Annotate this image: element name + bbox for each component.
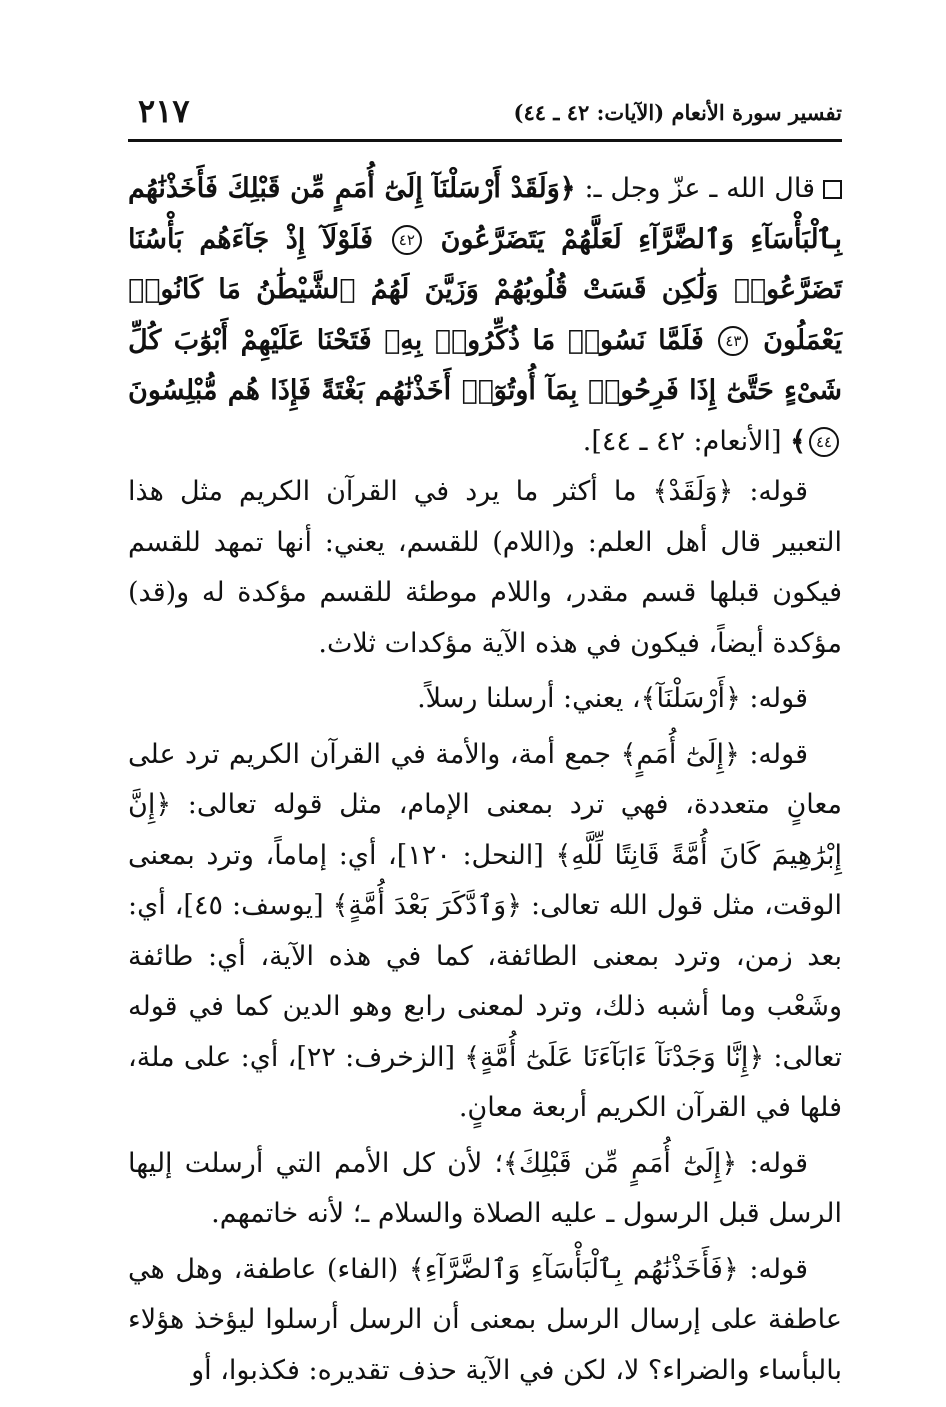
commentary-paragraph-3: قوله: ﴿إِلَىٰٓ أُمَمٍ﴾ جمع أمة، والأمة في القرآن الكريم ترد على معانٍ متعددة، فهي ترد بمعنى الإمام، مثل قوله تعالى: ﴿إِنَّ إِبْرَٰهِيمَ كَانَ أُمَّةً قَانِتًا لِّلَّهِ﴾ [النحل: ١٢٠]، أي: إماماً، وترد بمعنى الوقت، مثل قول الله تعالى: ﴿وَٱدَّكَرَ بَعْدَ أُمَّةٍ﴾ [يوسف: ٤٥]، أي: بعد زمن، وترد بمعنى الطائفة، كما في هذه الآية، أي: طائفة وشَعْب وما أشبه ذلك، وترد لمعنى رابع وهو الدين كما في قوله تعالى: ﴿إِنَّا وَجَدْنَآ ءَابَآءَنَا عَلَىٰٓ أُمَّةٍ﴾ [الزخرف: ٢٢]، أي: على ملة، فلها في القرآن الكريم أربعة معانٍ.	[128, 738, 842, 1123]
ayah-number-44: ٤٤	[809, 427, 839, 457]
running-title: تفسير سورة الأنعام (الآيات: ٤٢ ـ ٤٤)	[513, 100, 842, 125]
page-number: ٢١٧	[138, 92, 190, 130]
ayah-number-43: ٤٣	[718, 326, 748, 356]
verse-text-b: فَلَوْلَآ إِذْ جَآءَهُم بَأْسُنَا تَضَرَّعُوا۟ وَلَٰكِن قَسَتْ قُلُوبُهُمْ وَزَيَّنَ لَهُمُ ٱلشَّيْطَٰنُ مَا كَانُوا۟ يَعْمَلُونَ	[128, 223, 842, 356]
square-bullet-icon	[823, 180, 842, 199]
verse-text-a: ﴿وَلَقَدْ أَرْسَلْنَآ إِلَىٰٓ أُمَمٍ مِّن قَبْلِكَ فَأَخَذْنَٰهُم بِٱلْبَأْسَآءِ وَٱلضَّرَّآءِ لَعَلَّهُمْ يَتَضَرَّعُونَ	[128, 173, 842, 255]
ayah-number-42: ٤٢	[392, 225, 422, 255]
intro-verse-paragraph	[128, 164, 842, 467]
page-content	[128, 164, 842, 1396]
commentary-paragraph-4: قوله: ﴿إِلَىٰٓ أُمَمٍ مِّن قَبْلِكَ﴾؛ لأن كل الأمم التي أرسلت إليها الرسل قبل الرسول ـ عليه الصلاة والسلام ـ؛ لأنه خاتمهم.	[128, 1147, 842, 1229]
commentary-paragraph-5: قوله: ﴿فَأَخَذْنَٰهُم بِٱلْبَأْسَآءِ وَٱلضَّرَّآءِ﴾ (الفاء) عاطفة، وهل هي عاطفة على إرسال الرسل بمعنى أن الرسل أرسلوا ليؤخذ هؤلاء بالبأساء والضراء؟ لا، لكن في الآية حذف تقديره: فكذبوا، أو	[128, 1253, 842, 1386]
intro-lead: قال الله ـ عزّ وجل ـ:	[584, 173, 815, 204]
verse-reference: [الأنعام: ٤٢ ـ ٤٤].	[582, 425, 782, 457]
verse-text-c: فَلَمَّا نَسُوا۟ مَا ذُكِّرُوا۟ بِهِۦ فَتَحْنَا عَلَيْهِمْ أَبْوَٰبَ كُلِّ شَىْءٍ حَتَّىٰٓ إِذَا فَرِحُوا۟ بِمَآ أُوتُوٓا۟ أَخَذْنَٰهُم بَغْتَةً فَإِذَا هُم مُّبْلِسُونَ	[128, 324, 842, 406]
commentary-paragraph-2: قوله: ﴿أَرْسَلْنَآ﴾، يعني: أرسلنا رسلاً.	[417, 683, 808, 714]
header-rule	[128, 139, 842, 142]
verse-close-bracket: ﴾	[790, 425, 806, 457]
commentary-paragraph-1: قوله: ﴿وَلَقَدْ﴾ ما أكثر ما يرد في القرآن الكريم مثل هذا التعبير قال أهل العلم: و(اللام) للقسم، يعني: أنها تمهد للقسم فيكون قبلها قسم مقدر، واللام موطئة للقسم مؤكدة له و(قد) مؤكدة أيضاً، فيكون في هذه الآية مؤكدات ثلاث.	[128, 476, 842, 659]
page-header	[128, 92, 842, 136]
